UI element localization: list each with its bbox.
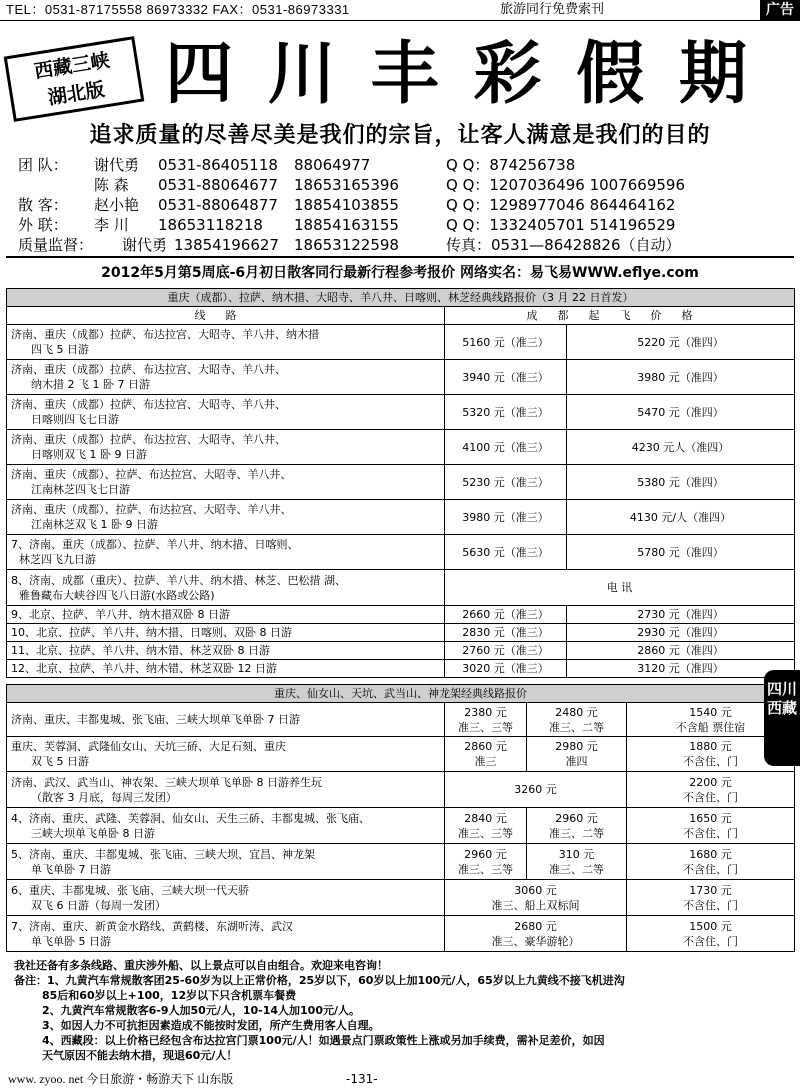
route-line: 7、济南、重庆（成都）、拉萨、羊八井、纳木措、日喀则、	[11, 538, 299, 551]
table-row	[7, 624, 795, 642]
price-cell	[527, 808, 627, 844]
contact-name: 赵小艳	[94, 196, 140, 214]
table-row	[7, 808, 795, 844]
sanxia-price-table	[6, 684, 795, 952]
price-cell: 4230 元人（准四）	[567, 430, 795, 465]
route-line: 双飞 5 日游	[31, 755, 89, 768]
stamp-line-1: 西藏三峡	[32, 49, 112, 83]
route-line: 济南、重庆（成都）拉萨、布达拉宫、大昭寺、羊八井、	[11, 363, 286, 376]
route-line: 雅鲁藏布大峡谷四飞八日游(水路或公路)	[19, 588, 215, 602]
route-cell: 11、北京、拉萨、羊八井、纳木错、林芝双卧 8 日游	[7, 642, 445, 660]
price-value: 2680 元	[514, 919, 557, 933]
price-header: 成都起飞价格	[445, 307, 795, 325]
table-row	[7, 606, 795, 624]
price-cell	[627, 772, 795, 808]
contact-phone: 0531-88064877	[158, 196, 278, 214]
stamp-line-2: 湖北版	[46, 78, 107, 110]
route-cell	[7, 500, 445, 535]
route-cell	[7, 360, 445, 395]
contact-role: 团 队：	[18, 156, 68, 174]
price-cell	[527, 844, 627, 880]
route-line: 济南、重庆（成都）拉萨、布达拉宫、大昭寺、羊八井、	[11, 398, 286, 411]
footer	[0, 1070, 800, 1088]
contact-name: 谢代勇	[94, 156, 140, 174]
route-line: 三峡大坝单飞单卧 8 日游	[31, 826, 155, 840]
tel-fax-line: TEL：0531-87175558 86973332 FAX：0531-86973331	[6, 2, 350, 17]
route-cell	[7, 844, 445, 880]
brand-char: 川	[267, 34, 336, 114]
price-cell: 2860 元（准四）	[567, 642, 795, 660]
route-cell	[7, 325, 445, 360]
contact-qq: Q Q：1207036496 1007669596	[446, 176, 686, 194]
route-cell	[7, 772, 445, 808]
price-value: 2980 元	[555, 740, 598, 753]
table-row	[7, 430, 795, 465]
price-cell: 2830 元（准三）	[445, 624, 567, 642]
route-line: 江南林芝四飞七日游	[31, 483, 130, 496]
contact-row	[18, 215, 778, 235]
price-value: 310 元	[558, 847, 595, 861]
route-cell	[7, 465, 445, 500]
footer-website: www. zyoo. net 今日旅游・畅游天下 山东版	[8, 1072, 234, 1086]
price-cell: 3120 元（准四）	[567, 660, 795, 678]
route-cell: 12、北京、拉萨、羊八井、纳木错、林芝双卧 12 日游	[7, 660, 445, 678]
route-line: 日喀则四飞七日游	[31, 413, 119, 426]
price-cell	[445, 808, 527, 844]
price-note: 不含住、门	[683, 826, 738, 840]
price-value: 1500 元	[689, 919, 732, 933]
price-note: 不含住、门	[683, 755, 738, 768]
note-line: 85后和60岁以上+100，12岁以下只含机票车餐费	[42, 989, 297, 1002]
table-row	[7, 844, 795, 880]
price-value: 1540 元	[689, 705, 732, 719]
contact-phone: 18854103855	[294, 196, 399, 214]
route-line: 济南、重庆（成都）拉萨、布达拉宫、大昭寺、羊八井、纳木措	[11, 328, 319, 341]
price-note: 不含住、门	[683, 862, 738, 876]
price-value: 1730 元	[689, 883, 732, 897]
table-row	[7, 916, 795, 952]
contact-phone: 18653122598	[294, 236, 399, 254]
price-cell: 4130 元/人（准四）	[567, 500, 795, 535]
route-header: 线路	[7, 307, 445, 325]
table-row	[7, 325, 795, 360]
contact-row	[18, 175, 778, 195]
route-cell	[7, 808, 445, 844]
brand-char: 丰	[370, 34, 439, 114]
route-cell	[7, 570, 445, 606]
price-cell	[445, 916, 627, 952]
notes	[14, 958, 784, 1063]
price-note: 准三	[474, 755, 497, 768]
route-line: 济南、武汉、武当山、神农架、三峡大坝单飞单卧 8 日游养生玩	[11, 775, 322, 789]
price-cell	[527, 703, 627, 737]
table-row	[7, 642, 795, 660]
contact-qq: Q Q：1332405701 514196529	[446, 216, 676, 234]
contact-phone: 88064977	[294, 156, 371, 174]
route-line: 单飞单卧 5 日游	[31, 934, 111, 948]
contact-qq: Q Q：874256738	[446, 156, 576, 174]
contact-fax: 传真：0531—86428826（自动）	[446, 236, 681, 254]
section-title: 重庆（成都）、拉萨、纳木措、大昭寺、羊八井、日喀则、林芝经典线路报价（3 月 22 日首发）	[7, 289, 795, 307]
table-row	[7, 465, 795, 500]
contact-phone: 0531-86405118	[158, 156, 278, 174]
route-line: （散客 3 月底，每周三发团）	[31, 790, 177, 804]
price-value: 3060 元	[514, 883, 557, 897]
price-cell	[445, 737, 527, 772]
price-cell: 5230 元（准三）	[445, 465, 567, 500]
price-note: 准三、豪华游轮）	[491, 934, 580, 948]
price-note: 不含住、门	[683, 898, 738, 912]
route-line: 江南林芝双飞 1 卧 9 日游	[31, 518, 158, 531]
table-row	[7, 880, 795, 916]
route-line: 日喀则双飞 1 卧 9 日游	[31, 448, 147, 461]
route-cell	[7, 535, 445, 570]
route-cell: 济南、重庆、丰都鬼城、张飞庙、三峡大坝单飞单卧 7 日游	[7, 703, 445, 737]
route-line: 6、重庆、丰都鬼城、张飞庙、三峡大坝一代天骄	[11, 883, 249, 897]
table-row	[7, 703, 795, 737]
contact-phone: 13854196627	[174, 236, 279, 254]
route-line: 济南、重庆（成都）、拉萨、布达拉宫、大昭寺、羊八井、	[11, 503, 292, 516]
price-note: 准三、三等	[458, 862, 513, 876]
note-line: 我社还备有多条线路、重庆涉外船、以上景点可以自由组合。欢迎来电咨询！	[14, 959, 388, 972]
price-cell: 5380 元（准四）	[567, 465, 795, 500]
route-cell	[7, 430, 445, 465]
price-cell	[445, 844, 527, 880]
price-cell	[445, 703, 527, 737]
route-line: 8、济南、成都（重庆）、拉萨、羊八井、纳木措、林芝、巴松措 湖、	[11, 573, 346, 587]
route-cell	[7, 737, 445, 772]
route-line: 林芝四飞九日游	[19, 553, 96, 566]
price-value: 1680 元	[689, 847, 732, 861]
brand-char: 假	[576, 34, 645, 114]
note-line: 备注：1、九黄汽车常规散客团25-60岁为以上正常价格，25岁以下，60岁以上加100元/人，65岁以上九黄线不接飞机进沟	[14, 974, 625, 987]
table-row	[7, 570, 795, 606]
contact-phone: 18854163155	[294, 216, 399, 234]
free-catalog-text: 旅游同行免费索刊	[500, 2, 605, 17]
note-line: 天气原因不能去纳木措，现退60元/人！	[42, 1049, 238, 1062]
table-row	[7, 395, 795, 430]
price-value: 2960 元	[464, 847, 507, 861]
price-note: 准三、三等	[458, 720, 513, 734]
price-value: 2380 元	[464, 705, 507, 719]
note-line: 4、西藏段：以上价格已经包含布达拉宫门票100元/人！如遇景点门票政策性上涨或另加手续费，需补足差价，如因	[42, 1034, 605, 1047]
price-note: 不含住、门	[683, 934, 738, 948]
price-value: 1650 元	[689, 811, 732, 825]
table-row	[7, 660, 795, 678]
price-cell: 5160 元（准三）	[445, 325, 567, 360]
price-value: 2200 元	[689, 775, 732, 789]
contact-row	[18, 235, 778, 255]
price-cell	[627, 808, 795, 844]
price-cell: 2660 元（准三）	[445, 606, 567, 624]
contact-role: 质量监督：	[18, 236, 94, 254]
price-cell	[527, 737, 627, 772]
route-line: 济南、重庆（成都）拉萨、布达拉宫、大昭寺、羊八井、	[11, 433, 286, 446]
price-cell	[627, 916, 795, 952]
route-line: 纳木措 2 飞 1 卧 7 日游	[31, 378, 150, 391]
price-cell: 2930 元（准四）	[567, 624, 795, 642]
route-line: 重庆、芙蓉洞、武隆仙女山、天坑三硚、大足石刻、重庆	[11, 740, 286, 753]
price-note: 准三、二等	[549, 862, 604, 876]
note-line: 2、九黄汽车常规散客6-9人加50元/人，10-14人加100元/人。	[42, 1004, 361, 1017]
price-value: 2480 元	[555, 705, 598, 719]
price-note: 准三、船上双标间	[491, 898, 580, 912]
route-line: 双飞 6 日游（每周一发团）	[31, 898, 166, 912]
divider	[6, 256, 794, 258]
price-note: 准三、二等	[549, 826, 604, 840]
price-cell: 2760 元（准三）	[445, 642, 567, 660]
price-note: 准三、二等	[549, 720, 604, 734]
price-value: 2840 元	[464, 811, 507, 825]
table-section-row	[7, 685, 795, 703]
brand-char: 四	[164, 34, 233, 114]
route-cell	[7, 880, 445, 916]
price-note: 不含船 票住宿	[675, 720, 746, 734]
price-value: 1880 元	[689, 740, 732, 753]
contact-row	[18, 155, 778, 175]
route-line: 7、济南、重庆、新黄金水路线、黄鹤楼、东湖听涛、武汉	[11, 919, 293, 933]
tibet-price-table	[6, 288, 795, 678]
price-cell	[627, 844, 795, 880]
route-cell	[7, 916, 445, 952]
section-side-tab	[764, 670, 800, 766]
price-subtitle: 2012年5月第5周底-6月初日散客同行最新行程参考报价 网络实名：易飞易WWW.eflye.com	[101, 265, 699, 281]
table-row	[7, 500, 795, 535]
price-cell: 5320 元（准三）	[445, 395, 567, 430]
route-line: 济南、重庆（成都）、拉萨、布达拉宫、大昭寺、羊八井、	[11, 468, 292, 481]
table-row	[7, 535, 795, 570]
route-line: 5、济南、重庆、丰都鬼城、张飞庙、三峡大坝、宜昌、神龙架	[11, 847, 315, 861]
table-row	[7, 772, 795, 808]
price-cell: 3980 元（准四）	[567, 360, 795, 395]
contact-list	[18, 155, 778, 255]
contact-name: 谢代勇	[122, 236, 168, 254]
route-line: 四飞 5 日游	[31, 343, 89, 356]
section-title: 重庆、仙女山、天坑、武当山、神龙架经典线路报价	[7, 685, 795, 703]
top-bar	[0, 0, 800, 21]
price-cell: 3980 元（准三）	[445, 500, 567, 535]
price-cell: 3260 元	[445, 772, 627, 808]
contact-name: 陈 森	[94, 176, 129, 194]
side-tab-line: 四川	[766, 680, 797, 698]
price-value: 2860 元	[464, 740, 507, 753]
side-tab-line: 西藏	[766, 699, 797, 717]
edition-stamp	[4, 36, 145, 122]
route-line: 单飞单卧 7 日游	[31, 862, 111, 876]
route-cell	[7, 395, 445, 430]
price-value: 2960 元	[555, 811, 598, 825]
contact-phone: 0531-88064677	[158, 176, 278, 194]
price-cell: 5630 元（准三）	[445, 535, 567, 570]
price-cell: 5220 元（准四）	[567, 325, 795, 360]
phone-inquiry-cell: 电 讯	[445, 570, 795, 606]
price-cell: 5470 元（准四）	[567, 395, 795, 430]
price-note: 准三、三等	[458, 826, 513, 840]
price-cell: 4100 元（准三）	[445, 430, 567, 465]
page-number: -131-	[346, 1072, 378, 1086]
contact-row	[18, 195, 778, 215]
table-header-row	[7, 307, 795, 325]
price-cell: 5780 元（准四）	[567, 535, 795, 570]
price-cell: 3020 元（准三）	[445, 660, 567, 678]
contact-phone: 18653118218	[158, 216, 263, 234]
brand-char: 彩	[473, 34, 542, 114]
contact-role: 外 联：	[18, 216, 68, 234]
note-line: 3、如因人力不可抗拒因素造成不能按时发团，所产生费用客人自理。	[42, 1019, 380, 1032]
price-cell	[627, 880, 795, 916]
table-row	[7, 360, 795, 395]
price-cell: 3940 元（准三）	[445, 360, 567, 395]
route-line: 4、济南、重庆、武隆、芙蓉洞、仙女山、天生三硚、丰都鬼城、张飞庙、	[11, 811, 370, 825]
slogan: 追求质量的尽善尽美是我们的宗旨，让客人满意是我们的目的	[89, 123, 711, 148]
ad-label: 广告	[760, 0, 800, 20]
price-note: 不含住、门	[683, 790, 738, 804]
header	[6, 26, 758, 130]
contact-role: 散 客：	[18, 196, 68, 214]
brand-char: 期	[678, 34, 747, 114]
price-note: 准四	[565, 755, 588, 768]
contact-name: 李 川	[94, 216, 129, 234]
table-row	[7, 737, 795, 772]
route-cell: 9、北京、拉萨、羊八井、纳木措双卧 8 日游	[7, 606, 445, 624]
route-cell: 10、北京、拉萨、羊八井、纳木措、日喀则、双卧 8 日游	[7, 624, 445, 642]
brand-title	[156, 34, 756, 114]
price-cell	[445, 880, 627, 916]
contact-qq: Q Q：1298977046 864464162	[446, 196, 676, 214]
contact-phone: 18653165396	[294, 176, 399, 194]
price-cell: 2730 元（准四）	[567, 606, 795, 624]
table-section-row	[7, 289, 795, 307]
